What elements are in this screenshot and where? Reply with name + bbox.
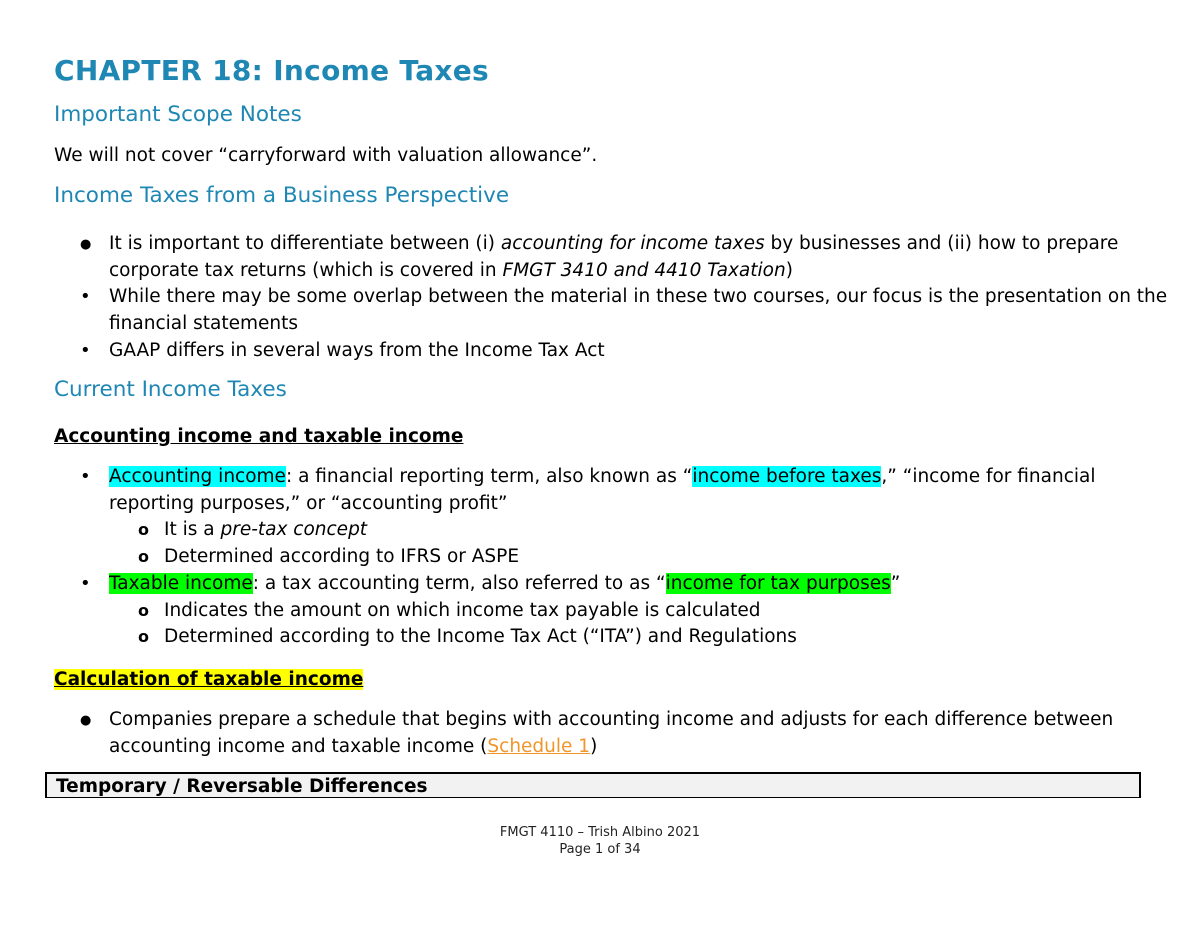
list-item: • Taxable income: a tax accounting term, also referred to as “income for tax purposes” o Indicates the amount on which income tax payable is calculated o Determined according to the Income Tax Act (“ITA”) and Regulations <box>0 571 1169 651</box>
list-item: ● It is important to differentiate between (i) accounting for income taxes by businesses and (ii) how to prepare corporate tax returns (which is covered in FMGT 3410 and 4410 Taxation) <box>80 233 1119 281</box>
bullet-icon: • <box>80 339 91 361</box>
footer-page-number: Page 1 of 34 <box>559 842 641 857</box>
list-item: • Accounting income: a financial reporting term, also known as “income before taxes,” “income for financial reporting purposes,” or “accounting profit” o It is a pre-tax concept o Determined according to IFRS or ASPE <box>0 464 1169 571</box>
business-heading: Income Taxes from a Business Perspective <box>54 183 510 208</box>
calculation-bullet-list <box>0 707 1169 760</box>
list-item: ● Companies prepare a schedule that begins with accounting income and adjusts for each difference between accounting income and taxable income (Schedule 1) <box>80 709 1114 757</box>
scope-heading: Important Scope Notes <box>54 102 302 127</box>
chapter-title: CHAPTER 18: Income Taxes <box>54 54 490 87</box>
circle-bullet-icon: o <box>138 627 149 647</box>
list-item: • While there may be some overlap between the material in these two courses, our focus is the presentation on the financial statements <box>80 286 1168 335</box>
bullet-icon: ● <box>80 237 92 252</box>
highlighted-phrase: income before taxes <box>692 466 882 487</box>
bullet-icon: • <box>80 466 91 487</box>
schedule-1-link[interactable]: Schedule 1 <box>487 735 591 757</box>
highlighted-phrase: income for tax purposes <box>665 572 891 594</box>
list-item: • GAAP differs in several ways from the Income Tax Act <box>0 338 1169 365</box>
footer-course-line: FMGT 4110 – Trish Albino 2021 <box>499 825 701 840</box>
circle-bullet-icon: o <box>138 520 149 540</box>
bullet-icon: ● <box>80 713 92 728</box>
accounting-income-term: Accounting income <box>109 466 286 487</box>
scope-text: We will not cover “carryforward with valuation allowance”. <box>54 145 598 166</box>
current-income-taxes-heading: Current Income Taxes <box>54 377 287 402</box>
sub-list-item: o Indicates the amount on which income tax payable is calculated <box>109 598 1164 625</box>
sub-list-item: o Determined according to IFRS or ASPE <box>109 544 1164 571</box>
taxable-income-term: Taxable income <box>109 572 253 594</box>
income-definitions-list <box>0 464 1169 651</box>
table-header-cell: Temporary / Reversable Differences <box>56 776 428 797</box>
sub-list-item: o It is a pre-tax concept <box>109 517 1164 544</box>
bullet-icon: • <box>80 286 91 308</box>
accounting-vs-taxable-subheading: Accounting income and taxable income <box>54 426 464 447</box>
sub-list <box>109 517 1169 570</box>
calculation-subheading: Calculation of taxable income <box>54 669 364 690</box>
circle-bullet-icon: o <box>138 547 149 567</box>
table-header-row <box>45 772 1141 798</box>
sub-list <box>109 598 1169 651</box>
bullet-icon: • <box>80 572 91 594</box>
sub-list-item: o Determined according to the Income Tax Act (“ITA”) and Regulations <box>109 624 1164 651</box>
business-bullet-list <box>0 231 1169 365</box>
circle-bullet-icon: o <box>138 600 149 620</box>
